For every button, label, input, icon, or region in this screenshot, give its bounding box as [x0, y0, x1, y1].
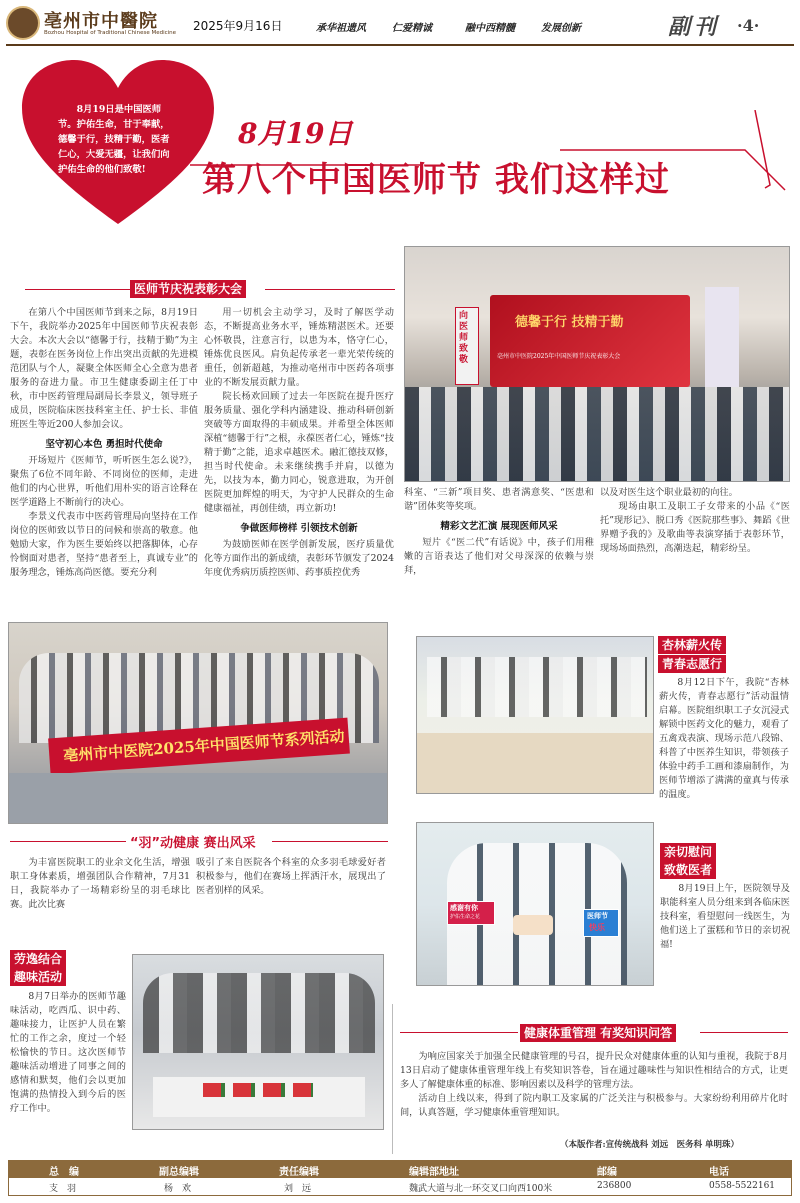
quiz-title-rule-right: [700, 1032, 788, 1033]
banner-main-title: 第八个中国医师节 我们这样过: [202, 160, 670, 200]
section-title-badminton: “羽”动健康 赛出风采: [130, 836, 256, 851]
paragraph: 李景义代表市中医药管理局向坚持在工作岗位的医师致以节日的问候和崇高的敬意。他勉励大家，作为医生要始终以把落脚体，心存怜悯面对患者，坚持“患者至上，真诚专业”的服务理念，锤炼高尚医德。要充分利: [10, 511, 198, 578]
children-row: [427, 657, 647, 717]
footer-value-editor-in-chief: 支 羽: [49, 1184, 77, 1194]
footer: [8, 1160, 792, 1196]
article-column-1: [10, 306, 198, 580]
masthead-rule: [6, 44, 794, 46]
paragraph: 在第八个中国医师节到来之际，8月19日下午，我院举办2025年中国医师节庆祝表彰大会。本次大会以“德馨于行，技精于勤”为主题，表彰在医务岗位上作出突出贡献的先进模范团队与个人，凝聚全体医师全心全意为患者服务的奋进力量。市卫生健康委副主任丁中秋，市中医药管理局副局长李景义，领导班子成员，医院临床医技科室主任、护士长、非值班医生等近200人参加会议。: [10, 307, 198, 430]
footer-value-phone: 0558-5522161: [709, 1181, 776, 1191]
slogan-3: 融中西精髓: [465, 23, 515, 34]
quiz-title-rule-left: [400, 1032, 518, 1033]
footer-value-postcode: 236800: [597, 1181, 632, 1191]
subheading: 精彩文艺汇演 展现医师风采: [440, 521, 558, 532]
stage-screen: [490, 295, 690, 387]
subheading: 坚守初心本色 勇担时代使命: [45, 439, 163, 450]
paragraph: 8月12日下午，我院“杏林薪火传，青春志愿行”活动温情启幕。医院组织职工子女沉浸式解锁中医药文化的魅力，观看了五禽戏表演、现场示范八段锦、科普了中医养生知识，带领孩子体验中药手工画和漆扇制作，为医师节增添了满满的童真与传承的温度。: [659, 677, 789, 800]
paragraph: 用一切机会主动学习，及时了解医学动态，不断提高业务水平，锤炼精湛医术。还要心怀敬畏，注意言行，以患为本，恪守仁心，锤炼优良医风。肩负起传承老一辈光荣传统的重任，创新超越，为推动亳州市中医药各项事业的不断发展贡献力量。: [204, 307, 394, 388]
article-badminton-col2: [196, 856, 386, 898]
masthead: [0, 0, 800, 44]
footer-label-editor-in-chief: 总 编: [49, 1167, 79, 1178]
article-fun: [10, 990, 126, 1116]
floor: [9, 773, 388, 824]
section-title-volunteers-2: 青春志愿行: [658, 655, 726, 673]
photo-celebration-hall: [404, 246, 790, 482]
event-banner-text: 亳州市中医院2025年中国医师节系列活动: [62, 727, 346, 765]
paragraph: 活动自上线以来，得到了院内职工及家属的广泛关注与积极参与。大家纷纷利用碎片化时间，认真答题，学习健康体重管理知识。: [400, 1093, 788, 1118]
section-rule: [272, 841, 388, 842]
article-column-2: [204, 306, 394, 580]
stage-screen-title: 德馨于行 技精于勤: [515, 315, 624, 330]
footer-label-postcode: 邮编: [597, 1167, 617, 1178]
footer-value-address: 魏武大道与北一环交叉口向西100米: [409, 1184, 553, 1194]
paragraph: 8月7日举办的医师节趣味活动，吃西瓜、识中药、趣味接力，让医护人员在繁忙的工作之余，度过一个轻松愉快的节日。这次医师节趣味活动增进了同事之间的感情和默契，他们会以更加饱满的热情投入到今后的医疗工作中。: [10, 991, 126, 1114]
page-number: ·4·: [737, 16, 760, 35]
footer-label-deputy-editor: 副总编辑: [159, 1167, 199, 1178]
article-volunteers: [659, 676, 789, 802]
paragraph: 8月19日上午，医院领导及职能科室人员分组来到各临床医技科室，看望慰问一线医生，为他们送上了蛋糕和节日的亲切祝福!: [660, 883, 790, 950]
section-title-volunteers-1: 杏林薪火传: [658, 636, 726, 654]
slogan-4: 发展创新: [541, 23, 581, 34]
sign-thanks-text: 感谢有你: [450, 903, 478, 912]
paragraph: 现场由职工及职工子女带来的小品《“医托”现形记》、脱口秀《医院那些事》、舞蹈《世界赠予我的》及歌曲等表演穿插于表彰环节，现场场面热烈，高潮迭起，精彩纷呈。: [600, 501, 790, 554]
footer-label-address: 编辑部地址: [409, 1167, 459, 1178]
paragraph: 吸引了来自医院各个科室的众多羽毛球爱好者积极参与，他们在赛场上挥洒汗水，展现出了医者别样的风采。: [196, 857, 386, 896]
footer-value-duty-editor: 刘 远: [284, 1184, 312, 1194]
section-title-fun-1: 劳逸结合: [10, 950, 66, 968]
participants: [143, 973, 375, 1053]
article-condolence: [660, 882, 790, 952]
standee-board-text: 向医师致敬: [459, 311, 469, 365]
audience: [405, 387, 790, 482]
slogan-1: 承华祖遗风: [316, 23, 366, 34]
photo-children-tcm: [416, 636, 654, 794]
subheading: 争做医师榜样 引领技术创新: [240, 523, 358, 534]
section-rule: [25, 289, 130, 290]
sign-thanks-subtext: 护佑生命之花: [450, 914, 481, 920]
watermelon-slices: [203, 1083, 313, 1097]
article-column-3: [404, 486, 594, 578]
photo-group-badminton: [8, 622, 388, 824]
article-column-4: [600, 486, 790, 556]
paragraph: 为丰富医院职工的业余文化生活，增强职工身体素质，增强团队合作精神，7月31日，我院举办了一场精彩纷呈的羽毛球比赛。此次比赛: [10, 857, 190, 910]
cake: [513, 915, 553, 935]
issue-date: 2025年9月16日: [193, 19, 283, 33]
paragraph: 科室、“三新”项目奖、患者满意奖、“医患和谐”团体奖等奖项。: [404, 487, 594, 512]
paragraph: 为响应国家关于加强全民健康管理的号召，提升民众对健康体重的认知与重视，我院于8月13日启动了健康体重管理年线上有奖知识答卷，旨在通过趣味性与知识性相结合的方式，让更多人了解健康体重的标准、影响因素以及科学的管理方法。: [400, 1051, 788, 1090]
paragraph: 院长杨欢回顾了过去一年医院在提升医疗服务质量、强化学科内涵建设、推动科研创新突破等方面取得的丰硕成果。并希望全体医师深植“德馨于行”之根，永葆医者仁心，锤炼“技精于勤”之能，追求卓越医术。融汇德技双修，担当时代使命。未来继续携手并肩，以德为先，以技为本，勤力同心，锐意进取，为开创医院更加辉煌的明天，为守护人民群众的生命健康福祉，再创佳绩，再立新功!: [204, 391, 394, 514]
section-title-condolence-2: 致敬医者: [660, 861, 716, 879]
table: [417, 733, 654, 794]
section-rule: [265, 289, 395, 290]
author-credit: （本版作者:宣传统战科 刘远 医务科 单明珠）: [560, 1140, 740, 1150]
footer-label-duty-editor: 责任编辑: [279, 1167, 319, 1178]
section-title-celebration: 医师节庆祝表彰大会: [130, 280, 246, 298]
paragraph: 短片《“医二代”有话说》中，孩子们用稚嫩的言语表达了他们对父母深深的依赖与崇拜，: [404, 537, 594, 576]
paragraph: 以及对医生这个职业最初的向往。: [600, 487, 738, 498]
section-title-fun-2: 趣味活动: [10, 968, 66, 986]
footer-label-bar: [9, 1161, 791, 1178]
paragraph: 开场短片《医师节，听听医生怎么说?》，聚焦了6位不同年龄、不同岗位的医师，走进他们的内心世界，听他们用朴实的语言诠释在医学道路上不断前行的决心。: [10, 455, 198, 508]
masthead-en: Bozhou Hospital of Traditional Chinese Medicine: [44, 30, 177, 36]
photo-watermelon: [132, 954, 384, 1130]
masthead-name: 亳州市中醫院: [44, 11, 158, 32]
heart-text: 8月19日是中国医师节。护佑生命，甘于奉献，德馨于行，技精于勤，医者仁心，大爱无疆，让我们向护佑生命的他们致敬!: [58, 104, 170, 175]
side-banner: [705, 287, 739, 387]
sign-doctors-day-text: 医师节: [587, 911, 608, 920]
sign-doctors-day-subtext: 快乐: [589, 922, 605, 932]
stage-screen-caption: 亳州市中医院2025年中国医师节庆祝表彰大会: [497, 353, 621, 360]
banner-date-title: 8月19日: [238, 117, 353, 150]
footer-label-phone: 电话: [709, 1167, 729, 1178]
article-quiz: [400, 1050, 788, 1120]
section-rule: [10, 841, 126, 842]
photo-condolence: [416, 822, 654, 986]
section-title-quiz: 健康体重管理 有奖知识问答: [520, 1024, 676, 1042]
article-badminton-col1: [10, 856, 190, 912]
section-name: 副刊: [668, 14, 721, 40]
paragraph: 为鼓励医师在医学创新发展，医疗质量优化等方面作出的新成绩，表彰环节颁发了2024年度优秀病历质控医师、药事质控优秀: [204, 539, 394, 578]
footer-value-deputy-editor: 杨 欢: [164, 1184, 192, 1194]
slogan-2: 仁爱精诚: [392, 23, 432, 34]
hospital-logo-icon: [6, 6, 40, 40]
section-title-condolence-1: 亲切慰问: [660, 843, 716, 861]
